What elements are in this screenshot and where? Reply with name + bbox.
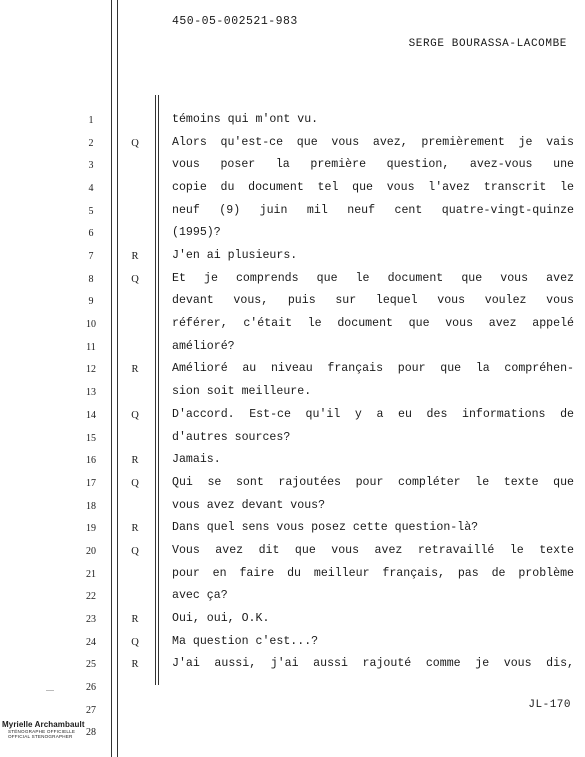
line-number: 11 [86,341,96,353]
speaker-label: R [131,364,139,376]
speaker-label: R [131,659,139,671]
line-number: 9 [88,296,94,308]
transcript-line: pour en faire du meilleur français, pas de problème [172,566,574,580]
speaker-label: R [131,523,139,535]
line-number: 6 [88,228,94,240]
speaker-rule-right [158,95,159,685]
transcript-line: témoins qui m'ont vu. [172,113,319,126]
transcript-line: Dans quel sens vous posez cette question-là? [172,521,479,535]
line-number: 5 [88,205,94,217]
stamp-mark [46,690,54,691]
speaker-label: Q [131,477,139,489]
line-number: 16 [86,455,96,467]
transcript-line: amélioré? [172,339,235,353]
line-number: 28 [86,727,96,739]
line-number: 12 [86,364,96,376]
transcript-line: Qui se sont rajoutées pour compléter le texte que [172,475,574,489]
line-number: 13 [86,387,96,399]
line-number: 27 [86,704,96,716]
line-number: 22 [86,591,96,603]
transcript-line: Et je comprends que le document que vous avez [172,271,574,285]
transcript-line: Jamais. [172,453,221,467]
transcript-line: D'accord. Est-ce qu'il y a eu des informations de [172,407,574,421]
case-number: 450-05-002521-983 [172,15,298,28]
line-number: 1 [88,115,94,126]
transcript-line: (1995)? [172,226,221,240]
speaker-label: Q [131,409,139,421]
line-number: 23 [86,613,96,625]
line-number: 17 [86,477,96,489]
speaker-label: Q [131,273,139,285]
margin-rule-inner-left [117,0,118,757]
line-number: 21 [86,568,96,580]
transcript-line: avec ça? [172,589,228,603]
stenographer-name: Myrielle Archambault [2,720,85,729]
speaker-label: Q [131,636,139,648]
transcript-line: devant vous, puis sur lequel vous voulez vous [172,294,574,308]
transcript-line: Oui, oui, O.K. [172,611,270,625]
stenographer-title-fr: STÉNOGRAPHE OFFICIELLE [8,729,76,734]
line-number: 2 [88,137,94,149]
transcript-line: copie du document tel que vous l'avez transcrit le [172,181,574,195]
transcript-line: sion soit meilleure. [172,385,312,399]
transcript-line: J'en ai plusieurs. [172,249,298,263]
speaker-label: R [131,251,139,263]
transcript-line: Ma question c'est...? [172,634,319,648]
stenographer-stamp [2,720,94,740]
transcript-line: J'ai aussi, j'ai aussi rajouté comme je vous dis, [172,657,574,671]
line-number: 14 [86,409,96,421]
speaker-rule-left [155,95,156,685]
line-number: 25 [86,659,96,671]
line-number: 18 [86,500,96,512]
line-number: 8 [88,273,94,285]
speaker-label: Q [131,545,139,557]
speaker-label: R [131,613,139,625]
line-number: 7 [88,251,94,263]
line-number: 26 [86,682,96,693]
line-number: 3 [88,160,94,172]
transcript-line: vous avez devant vous? [172,498,326,512]
speaker-label: Q [131,137,139,149]
line-number: 4 [88,183,94,195]
line-number: 20 [86,545,96,557]
transcript-line: neuf (9) juin mil neuf cent quatre-vingt-quinze [172,203,574,217]
transcript-line: Alors qu'est-ce que vous avez, premièrement je vais [172,135,574,149]
transcript-line: référer, c'était le document que vous avez appelé [172,317,574,331]
transcript-line: Amélioré au niveau français pour que la compréhen- [172,362,574,376]
transcript-line: Vous avez dit que vous avez retravaillé le texte [172,543,574,557]
transcript-line: d'autres sources? [172,430,291,444]
speaker-label: R [131,455,139,467]
witness-name: SERGE BOURASSA-LACOMBE [408,38,567,50]
line-number: 10 [86,319,96,331]
stenographer-title-en: OFFICIAL STENOGRAPHER [8,734,73,740]
margin-rule-outer-left [111,0,112,757]
transcript-line: vous poser la première question, avez-vous une [172,158,574,172]
line-number: 19 [86,523,96,535]
line-number: 15 [86,432,96,444]
page-code: JL-170 [528,699,571,711]
line-number: 24 [86,636,96,648]
